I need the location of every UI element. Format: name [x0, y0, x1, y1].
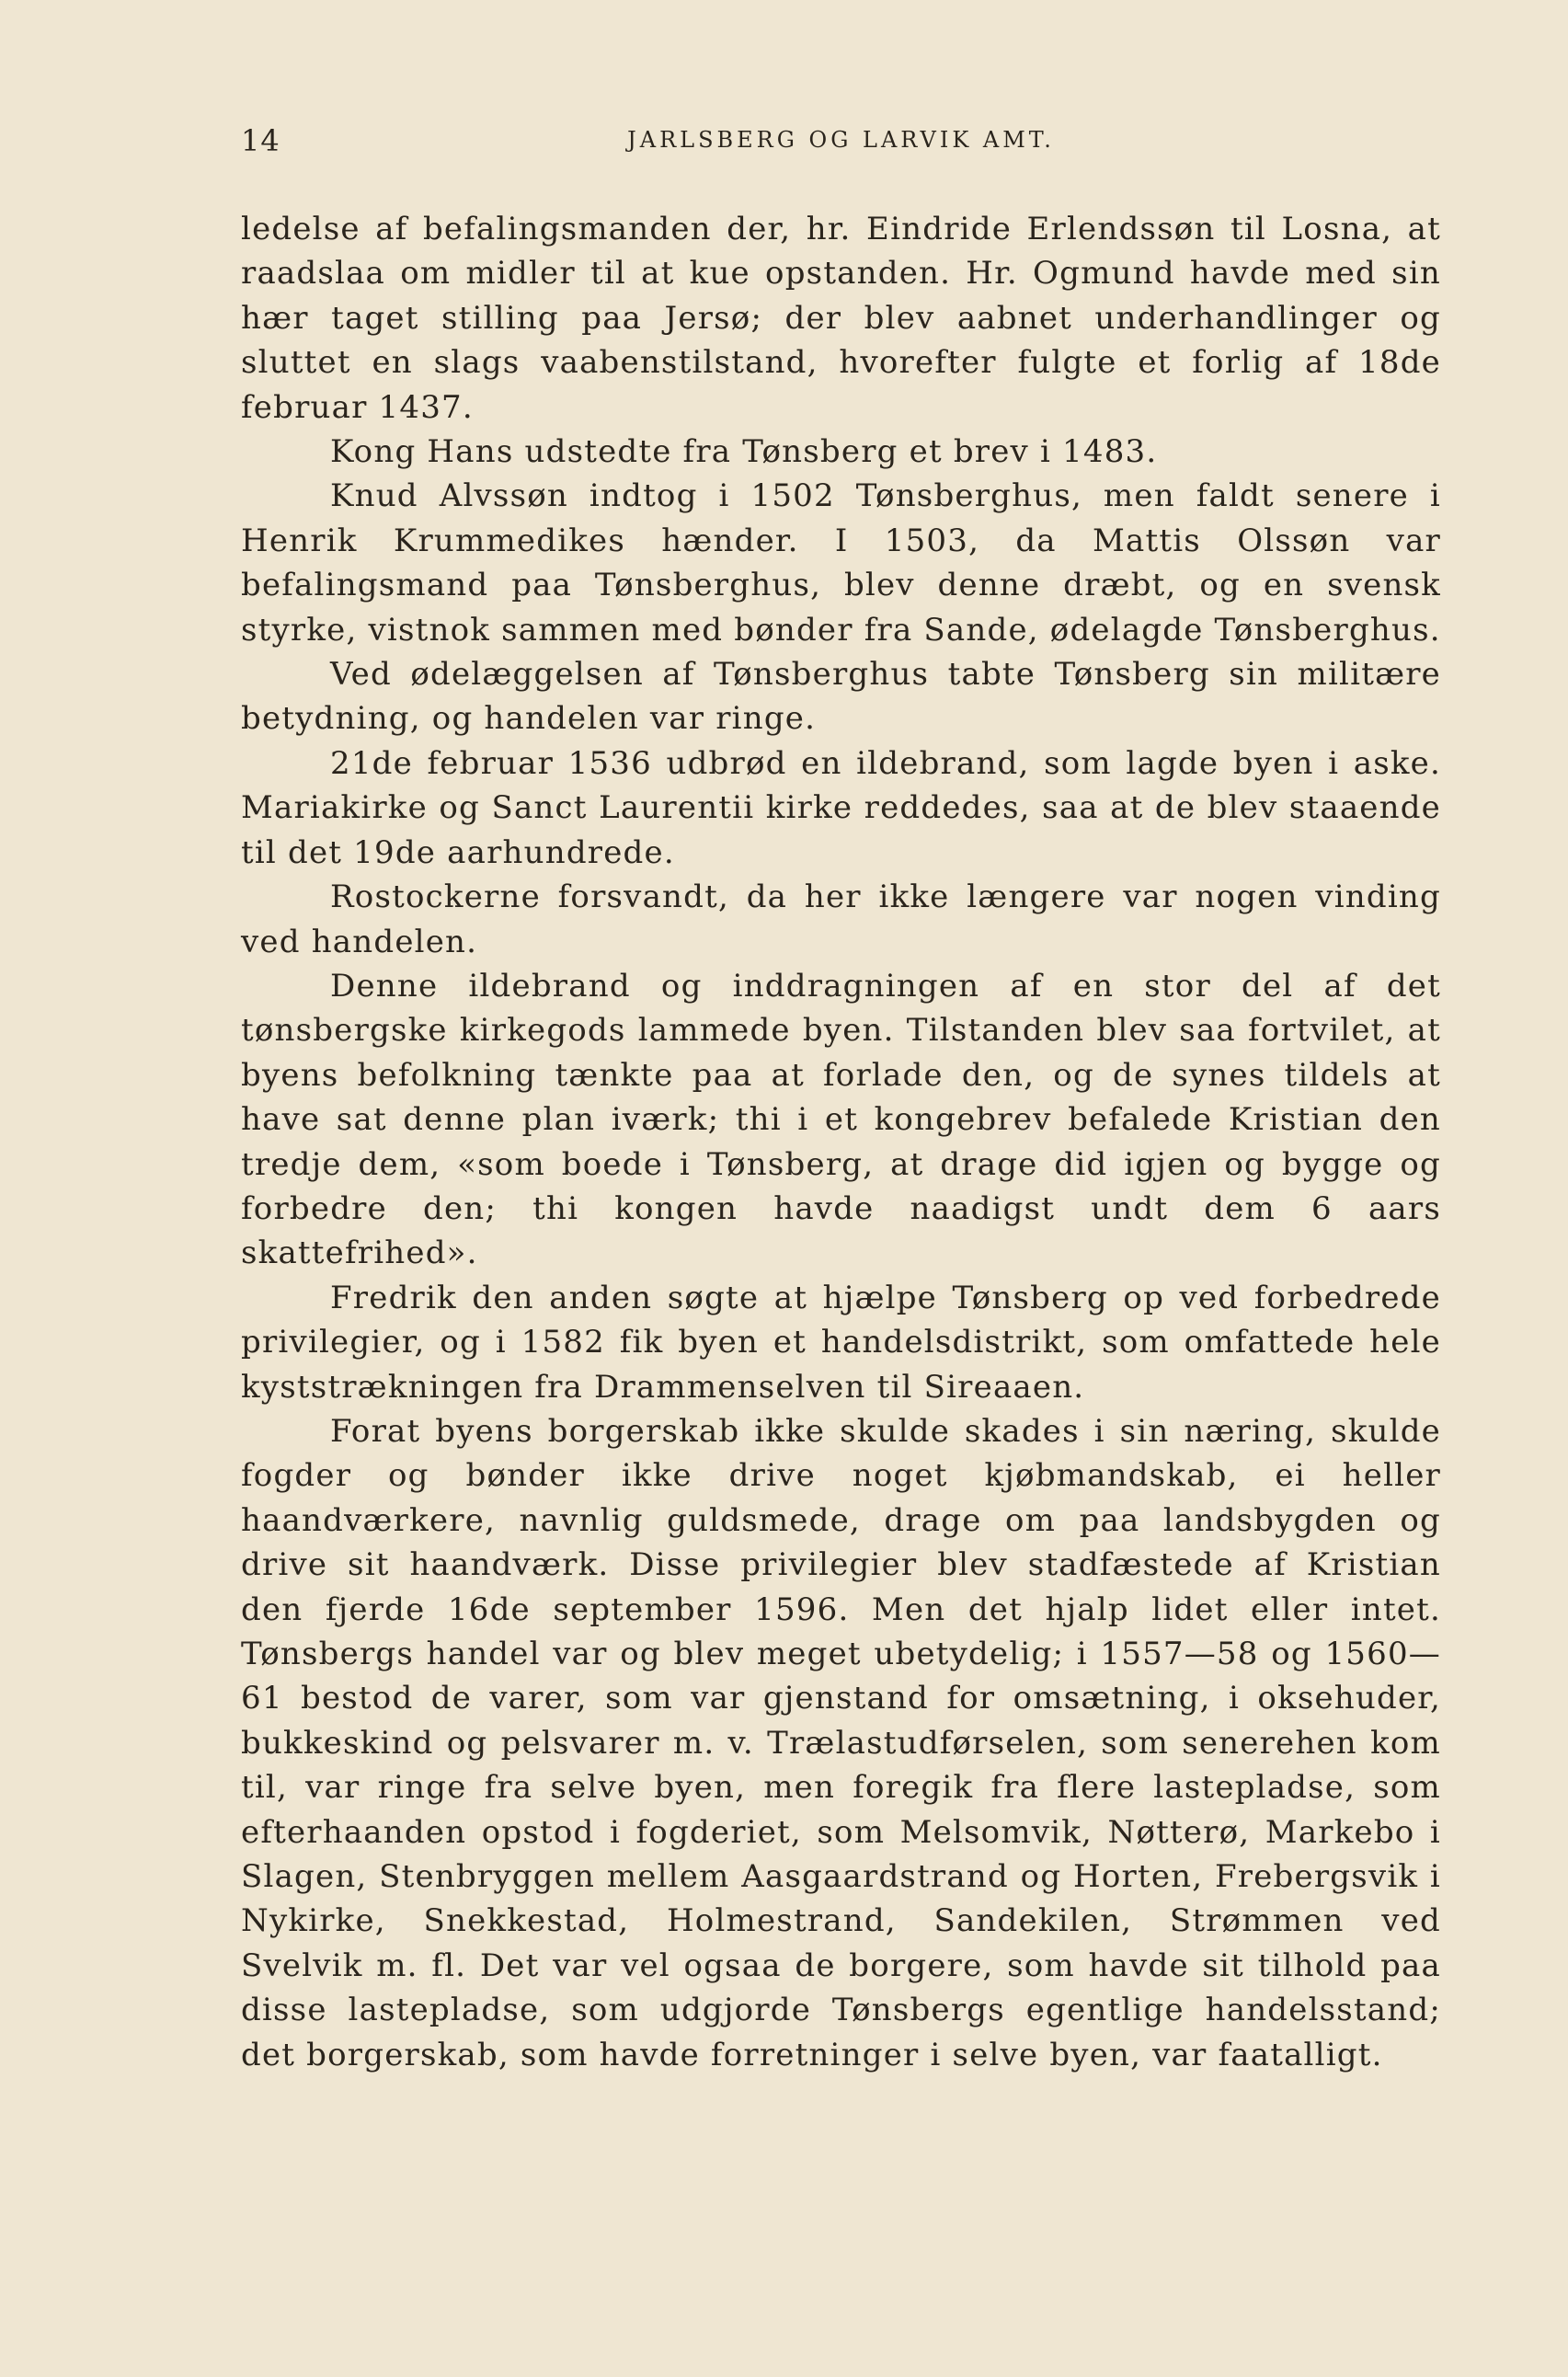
page-header: [241, 123, 1441, 160]
paragraph: Kong Hans udstedte fra Tønsberg et brev i 1483.: [330, 433, 1158, 471]
body-text: [241, 207, 1441, 2077]
running-head: JARLSBERG OG LARVIK AMT.: [627, 127, 1055, 153]
paragraph: ledelse af befalingsmanden der, hr. Eindride Erlendssøn til Losna, at raadslaa om midler til at kue opstanden. Hr. Ogmund havde med sin hær taget stilling paa Jersø; der blev aabnet underhandlinger og sluttet en slags vaabenstilstand, hvorefter fulgte et forlig af 18de februar 1437.: [241, 211, 1441, 426]
paragraph: Fredrik den anden søgte at hjælpe Tønsberg op ved forbedrede privilegier, og i 1582 fik byen et handelsdistrikt, som omfattede hele kyststrækningen fra Drammenselven til Sireaaen.: [241, 1279, 1441, 1406]
paragraph: Rostockerne forsvandt, da her ikke længere var nogen vinding ved handelen.: [241, 878, 1441, 960]
paragraph: Ved ødelæggelsen af Tønsberghus tabte Tønsberg sin militære betydning, og handelen var ringe.: [241, 656, 1441, 738]
paragraph: Knud Alvssøn indtog i 1502 Tønsberghus, men faldt senere i Henrik Krummedikes hænder. I 1503, da Mattis Olssøn var befalingsmand paa Tønsberghus, blev denne dræbt, og en svensk styrke, vistnok sammen med bønder fra Sande, ødelagde Tønsberghus.: [241, 477, 1441, 649]
paragraph: Forat byens borgerskab ikke skulde skades i sin næring, skulde fogder og bønder ikke drive noget kjøbmandskab, ei heller haandværkere, navnlig guldsmede, drage om paa landsbygden og drive sit haandværk. Disse privilegier blev stadfæstede af Kristian den fjerde 16de september 1596. Men det hjalp lidet eller intet. Tønsbergs handel var og blev meget ubetydelig; i 1557—58 og 1560—61 bestod de varer, som var gjenstand for omsætning, i oksehuder, bukkeskind og pelsvarer m. v. Trælastudførselen, som senerehen kom til, var ringe fra selve byen, men foregik fra flere lastepladse, som efterhaanden opstod i fogderiet, som Melsomvik, Nøtterø, Markebo i Slagen, Stenbryggen mellem Aasgaardstrand og Horten, Frebergsvik i Nykirke, Snekkestad, Holmestrand, Sandekilen, Strømmen ved Svelvik m. fl. Det var vel ogsaa de borgere, som havde sit tilhold paa disse lastepladse, som udgjorde Tønsbergs egentlige handelsstand; det borgerskab, som havde forretninger i selve byen, var faatalligt.: [241, 1412, 1441, 2073]
paragraph: 21de februar 1536 udbrød en ildebrand, som lagde byen i aske. Mariakirke og Sanct Laurentii kirke reddedes, saa at de blev staaende til det 19de aarhundrede.: [241, 744, 1441, 871]
paragraph: Denne ildebrand og inddragningen af en stor del af det tønsbergske kirkegods lammede byen. Tilstanden blev saa fortvilet, at byens befolkning tænkte paa at forlade den, og de synes tildels at have sat denne plan iværk; thi i et kongebrev befalede Kristian den tredje dem, «som boede i Tønsberg, at drage did igjen og bygge og forbedre den; thi kongen havde naadigst undt dem 6 aars skattefrihed».: [241, 967, 1441, 1272]
page-number: 14: [241, 123, 280, 158]
